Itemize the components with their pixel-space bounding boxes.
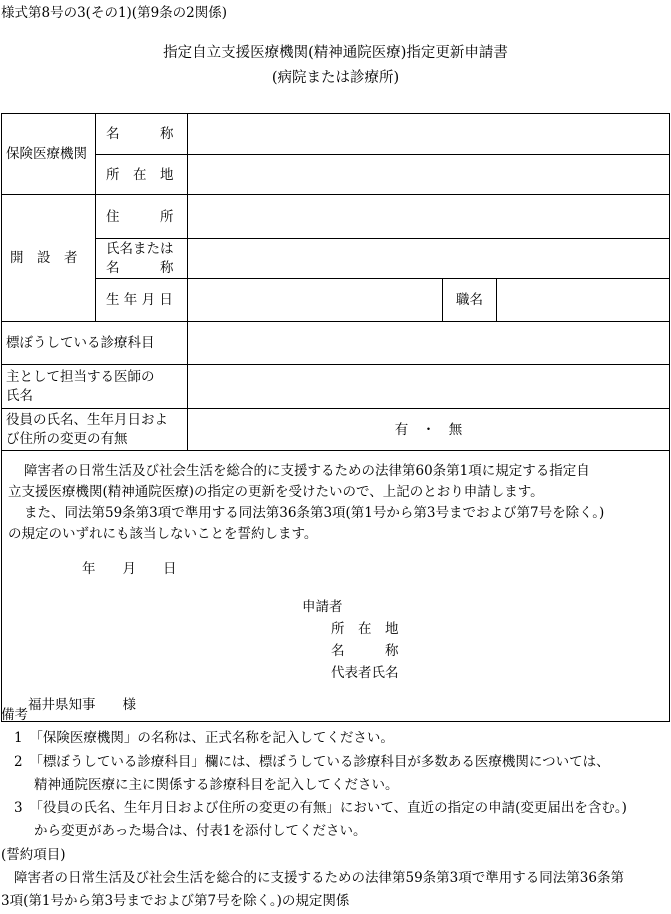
officer-label-cell [2,409,188,451]
note-3-line-1: 3 「役員の氏名、生年月日および住所の変更の有無」において、直近の指定の申請(変更届出を含む。) [14,800,627,816]
document-title: 指定自立支援医療機関(精神通院医療)指定更新申請書 [163,45,508,61]
applicant-representative-label: 代表者氏名 [331,665,399,681]
doctor-label-line2: 氏名 [6,387,33,404]
name-label: 名 称 [96,114,188,155]
pledge-heading: (誓約項目) [1,847,66,863]
addressee: 福井県知事 様 [28,697,136,713]
officer-label-line1: 役員の氏名、生年月日およ [6,411,168,428]
applicant-location-label: 所 在 地 [331,621,399,637]
fullname-label-line1: 氏名または [106,240,174,257]
hospital-label: 保険医療機関 [6,146,87,162]
founder-position-field[interactable] [497,279,670,322]
founder-name-field[interactable] [188,239,670,279]
note-3-line-2: から変更があった場合は、付表1を添付してください。 [34,823,367,839]
doctor-label-cell [2,365,188,409]
applicant-name-label: 名 称 [331,643,399,659]
declaration-date[interactable]: 年 月 日 [82,561,177,577]
note-2-line-1: 2 「標ぼうしている診療科目」欄には、標ぼうしている診療科目が多数ある医療機関については、 [14,754,610,770]
declaration-line-2: 立支援医療機関(精神通院医療)の指定の更新を受けたいので、上記のとおり申請します。 [8,484,544,500]
fullname-label-cell [96,239,188,279]
founder-dob-field[interactable] [188,279,443,322]
position-label: 職名 [443,279,497,322]
departments-label: 標ぼうしている診療科目 [2,322,188,365]
dob-label: 生 年 月 日 [96,279,188,322]
applicant-label: 申請者 [302,599,343,615]
notes-heading: 備考 [1,707,28,723]
location-label: 所 在 地 [96,155,188,195]
hospital-label-cell [2,114,96,195]
note-1: 1 「保険医療機関」の名称は、正式名称を記入してください。 [14,730,394,746]
declaration-line-3: また、同法第59条第3項で準用する同法第36条第3項(第1号から第3号までおよび第7号を除く。) [24,505,605,521]
pledge-line-2: 3項(第1号から第3号までおよび第7号を除く。)の規定関係 [1,893,350,909]
officer-label-line2: び住所の変更の有無 [6,430,128,447]
pledge-line-1: 障害者の日常生活及び社会生活を総合的に支援するための法律第59条第3項で準用する同法第36条第 [14,870,624,886]
departments-field[interactable] [188,322,670,365]
document-subtitle: (病院または診療所) [271,70,400,86]
doctor-name-field[interactable] [188,365,670,409]
note-2-line-2: 精神通院医療に主に関係する診療科目を記入してください。 [34,777,399,793]
form-number: 様式第8号の3(その1)(第9条の2関係) [1,5,228,21]
fullname-label-line2: 名 称 [106,259,174,276]
founder-label: 開 設 者 [2,195,96,322]
founder-address-field[interactable] [188,195,670,239]
declaration-line-1: 障害者の日常生活及び社会生活を総合的に支援するための法律第60条第1項に規定する指定自 [24,463,590,479]
hospital-name-field[interactable] [188,114,670,155]
hospital-location-field[interactable] [188,155,670,195]
doctor-label-line1: 主として担当する医師の [6,368,155,385]
address-label: 住 所 [96,195,188,239]
application-table [1,113,670,722]
officer-change-choice[interactable]: 有 ・ 無 [188,409,670,451]
declaration-cell [2,451,670,722]
declaration-line-4: の規定のいずれにも該当しないことを誓約します。 [8,526,318,542]
